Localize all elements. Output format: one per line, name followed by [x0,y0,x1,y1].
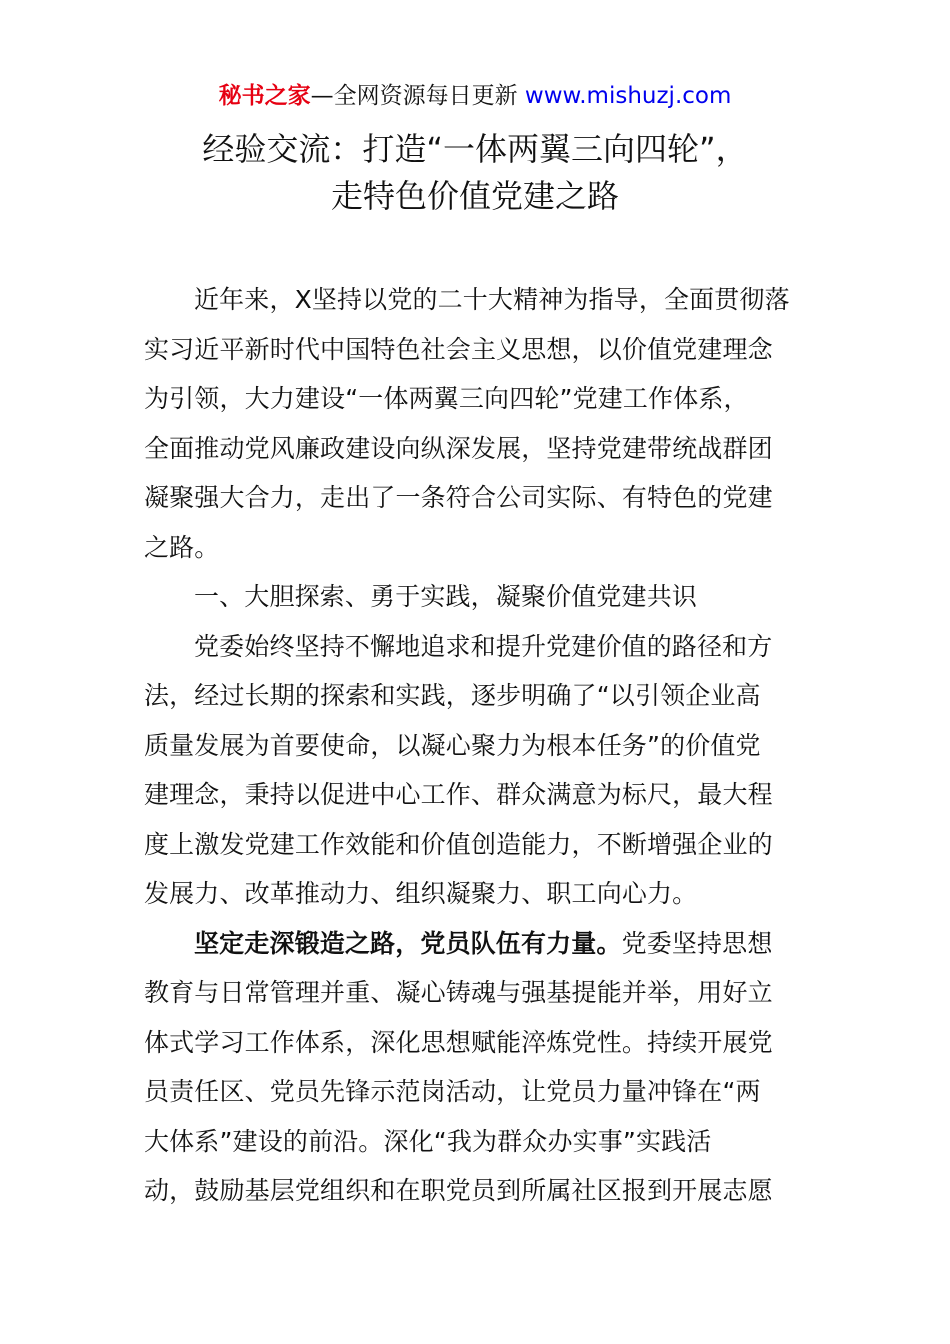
bold-lead-sentence: 坚定走深锻造之路，党员队伍有力量。 [194,928,622,958]
site-url-link[interactable]: www.mishuzj.com [517,83,732,109]
paragraph-line: 近年来，X坚持以党的二十大精神为指导，全面贯彻落 [194,285,790,314]
paragraph-line: 大体系”建设的前沿。深化“我为群众办实事”实践活 [144,1126,712,1156]
document-body [144,275,808,1216]
paragraph-line: 之路。 [144,532,220,562]
paragraph-line: 动，鼓励基层党组织和在职党员到所属社区报到开展志愿 [144,1176,773,1205]
paragraph-line: 度上激发党建工作效能和价值创造能力，不断增强企业的 [144,829,773,859]
paragraph-line: 体式学习工作体系，深化思想赋能淬炼党性。持续开展党 [144,1027,773,1057]
paragraph-line: 发展力、改革推动力、组织凝聚力、职工向心力。 [144,879,698,908]
paragraph-line: 为引领，大力建设“一体两翼三向四轮”党建工作体系， [144,384,749,413]
site-name: 秘书之家 [218,83,311,109]
paragraph-text: 党委坚持思想 [621,928,773,958]
paragraph-line: 员责任区、党员先锋示范岗活动，让党员力量冲锋在“两 [144,1077,761,1106]
site-header [0,80,950,112]
paragraph-line: 凝聚强大合力，走出了一条符合公司实际、有特色的党建 [144,483,773,512]
document-title-line-2: 走特色价值党建之路 [330,177,619,215]
paragraph-line: 质量发展为首要使命，以凝心聚力为根本任务”的价值党 [144,730,761,760]
site-slogan: —全网资源每日更新 [310,83,518,109]
paragraph-line: 法，经过长期的探索和实践，逐步明确了“以引领企业高 [144,681,761,710]
paragraph-line: 建理念，秉持以促进中心工作、群众满意为标尺，最大程 [144,780,773,809]
document-title-line-1: 经验交流：打造“一体两翼三向四轮”， [202,130,748,168]
paragraph-line [144,919,808,969]
paragraph-line: 党委始终坚持不懈地追求和提升党建价值的路径和方 [194,631,773,661]
paragraph-line: 实习近平新时代中国特色社会主义思想，以价值党建理念 [144,334,773,364]
paragraph-line: 教育与日常管理并重、凝心铸魂与强基提能并举，用好立 [144,978,773,1007]
section-heading: 一、大胆探索、勇于实践，凝聚价值党建共识 [194,582,698,611]
paragraph-line: 全面推动党风廉政建设向纵深发展，坚持党建带统战群团 [144,433,773,463]
